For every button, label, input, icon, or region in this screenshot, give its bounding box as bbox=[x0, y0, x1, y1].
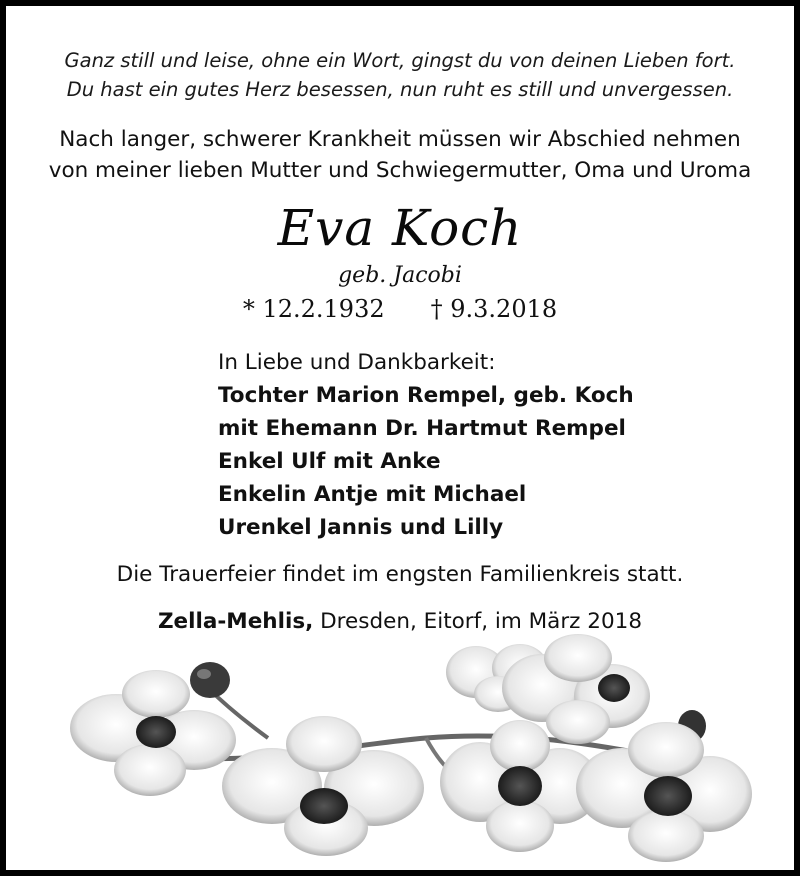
family-member: Urenkel Jannis und Lilly bbox=[218, 515, 504, 540]
poem bbox=[6, 46, 794, 104]
orchid-flower bbox=[576, 722, 752, 862]
intro-line-2: von meiner lieben Mutter und Schwiegermutter, Oma und Uroma bbox=[48, 158, 752, 183]
poem-line-1: Ganz still und leise, ohne ein Wort, gingst du von deinen Lieben fort. bbox=[64, 49, 736, 72]
ceremony-note: Die Trauerfeier findet im engsten Familienkreis statt. bbox=[116, 562, 684, 587]
birth-date: * 12.2.1932 bbox=[242, 295, 385, 323]
orchid-flower bbox=[222, 716, 424, 856]
poem-line-2: Du hast ein gutes Herz besessen, nun ruht es still und unvergessen. bbox=[66, 78, 734, 101]
death-date: † 9.3.2018 bbox=[430, 295, 558, 323]
life-dates bbox=[6, 293, 794, 325]
family-heading: In Liebe und Dankbarkeit: bbox=[218, 350, 496, 375]
place-rest: Dresden, Eitorf, im März 2018 bbox=[313, 609, 643, 634]
deceased-name: Eva Koch bbox=[277, 199, 523, 257]
place-city: Zella-Mehlis, bbox=[157, 609, 314, 634]
family-member: mit Ehemann Dr. Hartmut Rempel bbox=[218, 416, 626, 441]
family-block bbox=[218, 346, 634, 544]
birth-name: geb. Jacobi bbox=[338, 263, 462, 288]
family-member: Tochter Marion Rempel, geb. Koch bbox=[218, 383, 634, 408]
intro-text bbox=[6, 124, 794, 186]
family-member: Enkelin Antje mit Michael bbox=[218, 482, 527, 507]
family-member: Enkel Ulf mit Anke bbox=[218, 449, 441, 474]
orchid-illustration bbox=[6, 626, 794, 870]
intro-line-1: Nach langer, schwerer Krankheit müssen wir Abschied nehmen bbox=[59, 127, 741, 152]
orchid-bud bbox=[190, 662, 230, 698]
